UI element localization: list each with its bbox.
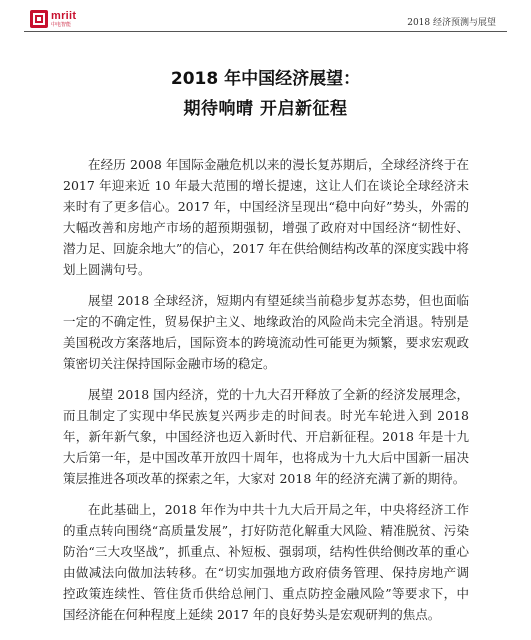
page-title-line-2: 期待响晴 开启新征程 — [183, 99, 348, 119]
logo-name: mriit — [51, 9, 77, 22]
logo-text — [51, 11, 76, 28]
running-title: 2018 经济预测与展望 — [407, 18, 496, 28]
paragraph: 展望 2018 国内经济，党的十九大召开释放了全新的经济发展理念，而且制定了实现中华民族复兴两步走的时间表。时光车轮进入到 2018 年，新年新气象，中国经济也迈入新时代、开启新征程。2018 年是十九大后第一年，是中国改革开放四十周年，也将成为十九大后中国新一届决策层推进各项改革的探索之年，大家对 2018 年的经济充满了新的期待。 — [63, 387, 469, 486]
paragraph: 在此基础上，2018 年作为中共十九大后开局之年，中央将经济工作的重点转向围绕“高质量发展”，打好防范化解重大风险、精准脱贫、污染防治“三大攻坚战”，抓重点、补短板、强弱项，结构性供给侧改革的重心由做减法向做加法转移。在“切实加强地方政府债务管理、保持房地产调控政策连续性、管住货币供给总闸门、重点防控金融风险”等要求下，中国经济能在何种程度上延续 2017 年的良好势头是宏观研判的焦点。 — [63, 502, 469, 622]
paragraph: 展望 2018 全球经济，短期内有望延续当前稳步复苏态势，但也面临一定的不确定性，贸易保护主义、地缘政治的风险尚未完全消退。特别是美国税改方案落地后，国际资本的跨境流动性可能更为频繁，要求宏观政策密切关注保持国际金融市场的稳定。 — [63, 293, 469, 371]
page-header — [0, 0, 531, 38]
logo-mark-icon — [30, 10, 48, 28]
logo-subtitle: 中电智能 — [51, 21, 72, 28]
page-title-line-1: 2018 年中国经济展望： — [170, 69, 361, 89]
header-divider — [24, 31, 507, 32]
paragraph: 在经历 2008 年国际金融危机以来的漫长复苏期后，全球经济终于在 2017 年迎来近 10 年最大范围的增长提速，这让人们在谈论全球经济未来时有了更多信心。2017 年，中国经济呈现出“稳中向好”势头，外需的大幅改善和房地产市场的超预期强韧，增强了政府对中国经济“韧性好、潜力足、回旋余地大”的信心，2017 年在供给侧结构改革的深度实践中将划上圆满句号。 — [63, 157, 469, 277]
document-body — [63, 154, 469, 635]
logo — [30, 8, 76, 30]
